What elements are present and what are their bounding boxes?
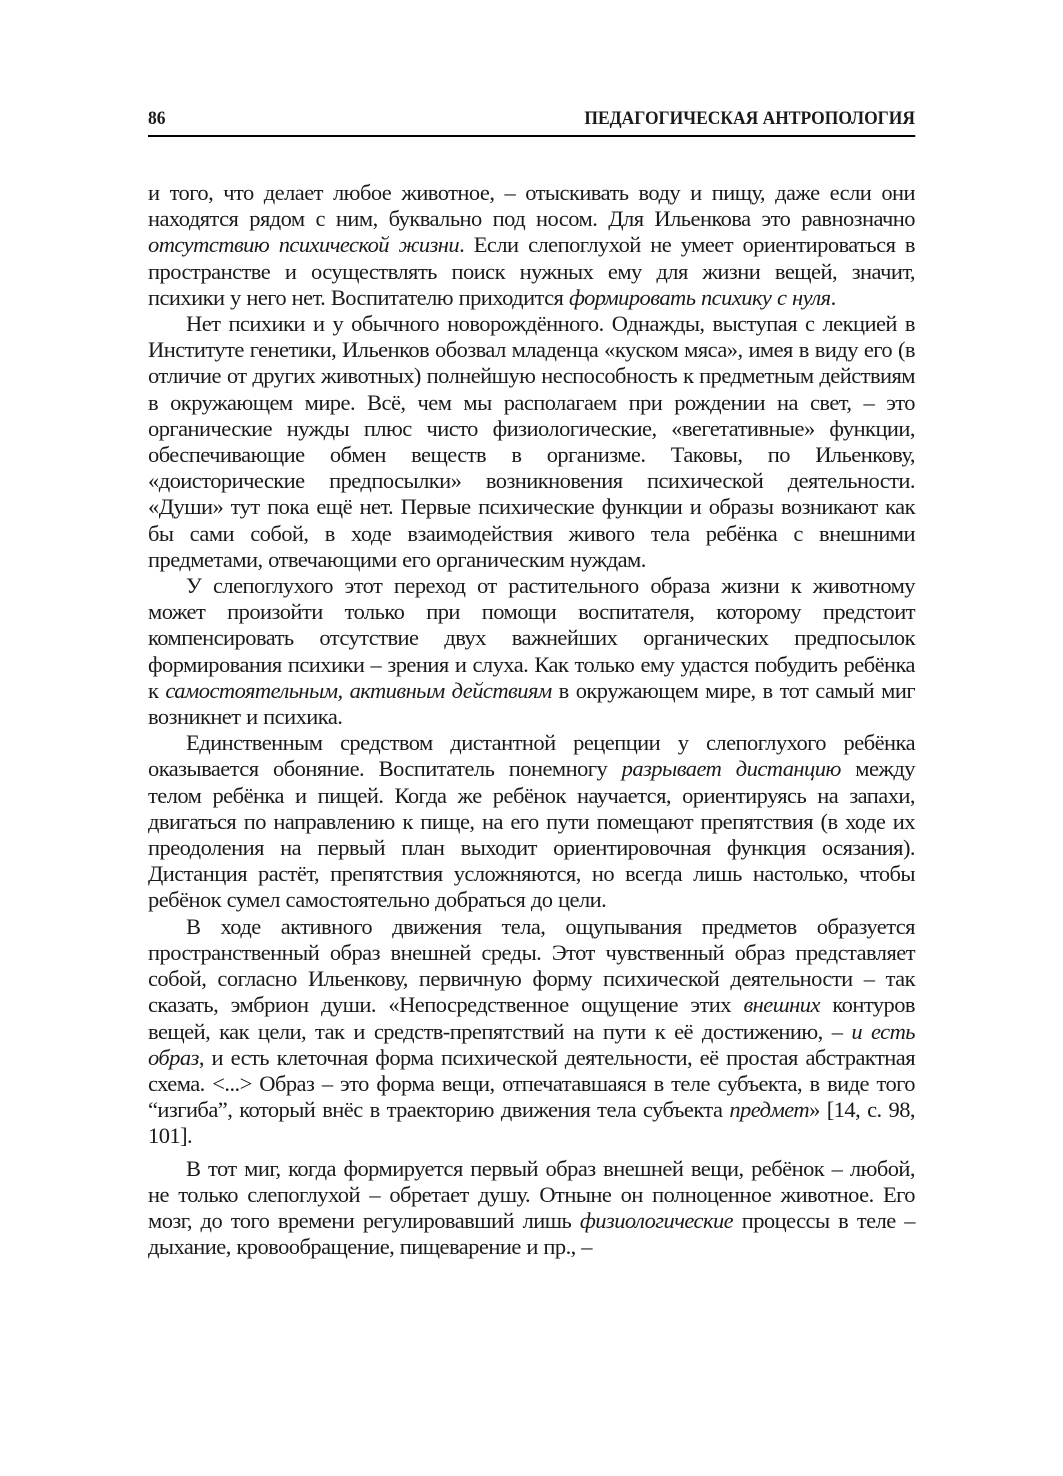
text-segment: В тот миг, когда формируется первый образ внешней вещи, ребёнок – любой, не только слепоглухой – обретает душу. Отныне он полноценное животное. Его мозг, до того времени регулировавший лишь <box>148 1155 915 1233</box>
paragraph <box>148 180 915 311</box>
running-title: ПЕДАГОГИЧЕСКАЯ АНТРОПОЛОГИЯ <box>584 108 916 129</box>
text-segment: . <box>830 284 836 310</box>
paragraph <box>148 730 915 913</box>
italic-segment: физиологические <box>579 1207 734 1233</box>
paragraph <box>148 311 915 573</box>
text-segment: процессы в теле – дыхание, кровообращение, пищеварение и пр., – <box>148 1207 916 1260</box>
italic-segment: отсутствию психической жизни <box>148 232 460 258</box>
text-segment: Единственным средством дистантной рецепции у слепоглухого ребёнка оказывается обоняние. Воспитатель понемногу <box>148 730 915 782</box>
italic-segment: внешних <box>743 992 820 1018</box>
text-segment: , и есть клеточная форма психической деятельности, её простая абстрактная схема. <...> Образ – это форма вещи, отпечатавшаяся в теле субъекта, в виде того “изгиба”, который внёс в траекторию движения тела субъекта <box>148 1044 915 1123</box>
italic-segment: формировать психику с нуля <box>568 284 831 310</box>
paragraph <box>148 573 915 730</box>
text-segment: . Если слепоглухой не умеет ориентироваться в пространстве и осуществлять поиск нужных ему для жизни вещей, значит, психики у него нет. Воспитателю приходится <box>148 232 915 310</box>
paragraph <box>148 914 915 1150</box>
paragraph <box>148 1156 915 1261</box>
text-segment: » [14, с. 98, 101]. <box>148 1097 915 1149</box>
text-segment: В ходе активного движения тела, ощупывания предметов образуется пространственный образ внешней среды. Этот чувственный образ представляет собой, согласно Ильенкову, первичную форму психической деятельности – так сказать, эмбрион души. «Непосредственное ощущение этих <box>148 913 915 1018</box>
italic-segment: разрывает дистанцию <box>621 756 841 782</box>
text-segment: и того, что делает любое животное, – отыскивать воду и пищу, даже если они находятся рядом с ним, буквально под носом. Для Ильенкова это равнозначно <box>148 180 915 232</box>
book-page <box>148 108 915 1260</box>
text-segment: Нет психики и у обычного новорождённого. Однажды, выступая с лекцией в Институте генетики, Ильенков обозвал младенца «куском мяса», имея в виду его (в отличие от других животных) полнейшую неспособность к предметным действиям в окружающем мире. Всё, чем мы располагаем при рождении на свет, – это органические нужды плюс чисто физиологические, «вегетативные» функции, обеспечивающие обмен веществ в организме. Таковы, по Ильенкову, «доисторические предпосылки» возникновения психической деятельности. «Души» тут пока ещё нет. Первые психические функции и образы возникают как бы сами собой, в ходе взаимодействия живого тела ребёнка с внешними предметами, отвечающими его органическим нуждам. <box>148 311 915 572</box>
italic-segment: и есть образ <box>148 1018 915 1070</box>
text-segment: в окружающем мире, в тот самый миг возникнет и психика. <box>148 677 915 730</box>
text-segment: между телом ребёнка и пищей. Когда же ребёнок научается, ориентируясь на запахи, двигаться по направлению к пище, на его пути помещают препятствия (в ходе их преодоления на первый план выходит ориентировочная функция осязания). Дистанция растёт, препятствия усложняются, но всегда лишь настолько, чтобы ребёнок сумел самостоятельно добраться до цели. <box>148 756 915 913</box>
italic-segment: предмет <box>729 1097 810 1123</box>
page-number: 86 <box>148 108 166 129</box>
text-segment: контуров вещей, как цели, так и средств-препятствий на пути к её достижению, – <box>148 992 915 1044</box>
text-segment: У слепоглухого этот переход от растительного образа жизни к животному может произойти только при помощи воспитателя, которому предстоит компенсировать отсутствие двух важнейших органических предпосылок формирования психики – зрения и слуха. Как только ему удастся побудить ребёнка к <box>148 573 915 703</box>
body-text <box>148 180 915 1260</box>
italic-segment: самостоятельным, активным действиям <box>165 677 552 703</box>
running-header <box>148 108 915 137</box>
